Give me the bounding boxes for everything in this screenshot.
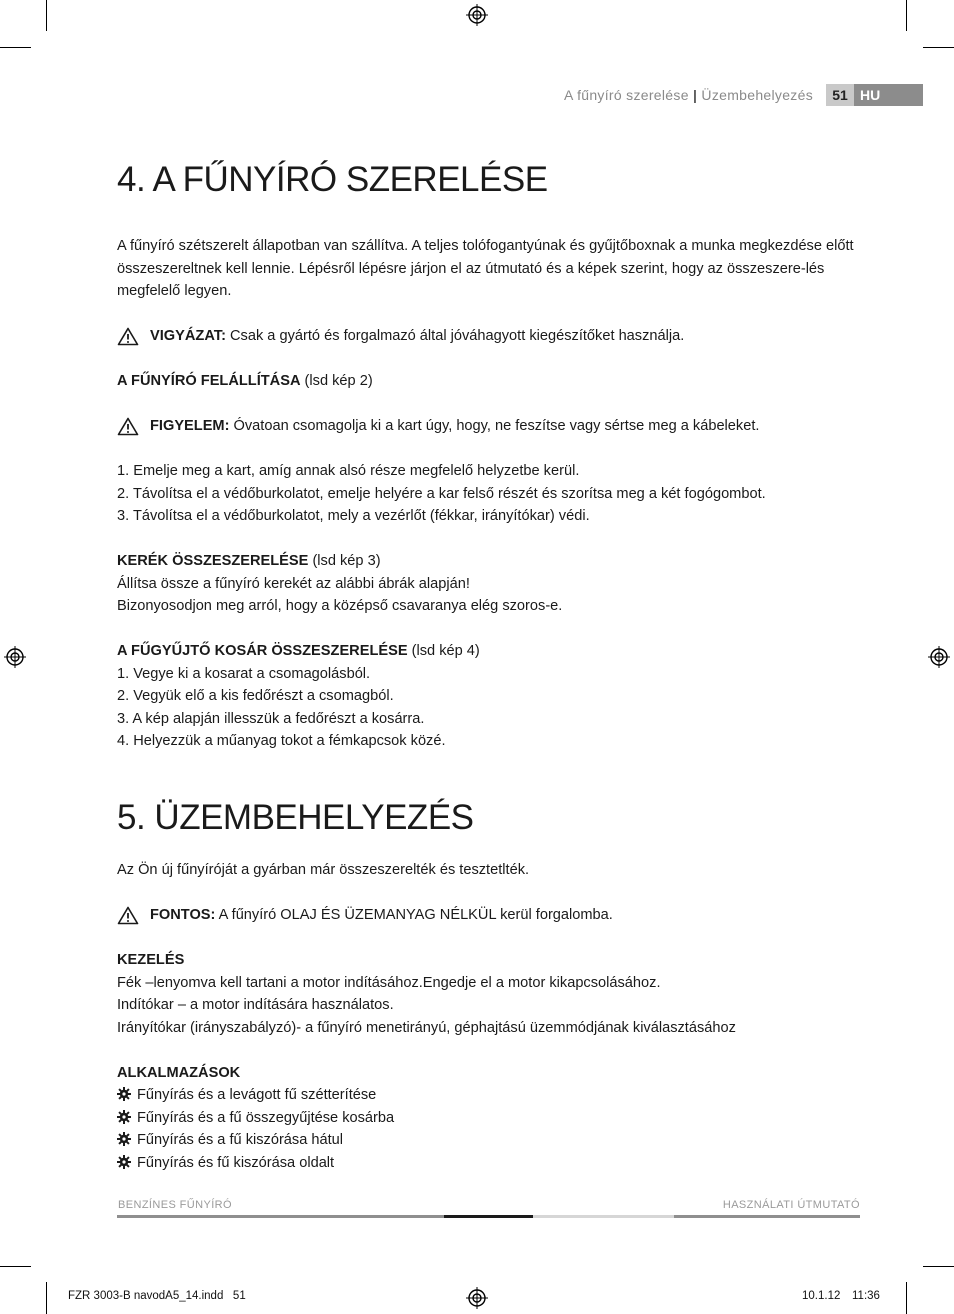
application-item	[117, 1129, 343, 1152]
wheel-heading-line	[117, 550, 381, 573]
footer-rule	[117, 1215, 444, 1218]
applications-heading: ALKALMAZÁSOK	[117, 1065, 241, 1081]
section5-title: 5. ÜZEMBEHELYEZÉS	[117, 798, 474, 837]
footer-product: BENZÍNES FŰNYÍRÓ	[118, 1199, 232, 1211]
setup-step: 1. Emelje meg a kart, amíg annak alsó része megfelelő helyzetbe kerül.	[117, 463, 580, 479]
application-item	[117, 1152, 334, 1175]
setup-heading-line	[117, 370, 373, 393]
crop-mark	[923, 47, 954, 48]
controls-heading: KEZELÉS	[117, 952, 185, 968]
footer-rule	[533, 1215, 674, 1218]
header-divider: |	[692, 87, 698, 103]
controls-line: Indítókar – a motor indítására használatos.	[117, 997, 394, 1013]
application-label: Fűnyírás és a fű összegyűjtése kosárba	[137, 1110, 395, 1126]
warning-triangle-icon	[117, 327, 139, 346]
setup-heading: A FŰNYÍRÓ FELÁLLÍTÁSA	[117, 373, 301, 389]
crop-mark	[0, 1266, 31, 1267]
attention-text: Óvatoan csomagolja ki a kart úgy, hogy, ne feszítse vagy sértse meg a kábeleket.	[229, 418, 760, 434]
section4-title: 4. A FŰNYÍRÓ SZERELÉSE	[117, 160, 548, 199]
application-item	[117, 1084, 376, 1107]
registration-mark-icon	[466, 4, 488, 26]
crop-mark	[46, 0, 47, 31]
wheel-ref: (lsd kép 3)	[308, 553, 381, 569]
basket-step: 2. Vegyük elő a kis fedőrészt a csomagból.	[117, 688, 394, 704]
wheel-line: Bizonyosodjon meg arról, hogy a középső csavaranya elég szoros-e.	[117, 598, 563, 614]
crop-mark	[906, 1282, 907, 1314]
basket-ref: (lsd kép 4)	[407, 643, 480, 659]
basket-step: 4. Helyezzük a műanyag tokot a fémkapcsok közé.	[117, 733, 446, 749]
gear-bullet-icon	[117, 1110, 131, 1124]
gear-bullet-icon	[117, 1132, 131, 1146]
basket-step: 1. Vegye ki a kosarat a csomagolásból.	[117, 666, 371, 682]
footer-rule	[444, 1215, 533, 1218]
footer-rule	[674, 1215, 860, 1218]
warning-triangle-icon	[117, 906, 139, 925]
wheel-line: Állítsa össze a fűnyíró kerekét az alábbi ábrák alapján!	[117, 576, 470, 592]
registration-mark-icon	[4, 646, 26, 668]
basket-heading-line	[117, 640, 480, 663]
wheel-heading: KERÉK ÖSSZESZERELÉSE	[117, 553, 309, 569]
basket-heading: A FŰGYŰJTŐ KOSÁR ÖSSZESZERELÉSE	[117, 643, 408, 659]
registration-mark-icon	[466, 1287, 488, 1309]
setup-step: 2. Távolítsa el a védőburkolatot, emelje helyére a kar felső részét és szorítsa meg a két fogógombot.	[117, 486, 766, 502]
important-label: FONTOS:	[150, 907, 216, 923]
application-item	[117, 1107, 394, 1130]
gear-bullet-icon	[117, 1087, 131, 1101]
print-slug-date: 10.1.12	[802, 1290, 841, 1302]
section5-intro: Az Ön új fűnyíróját a gyárban már összeszerelték és tesztetlték.	[117, 862, 530, 878]
gear-bullet-icon	[117, 1155, 131, 1169]
crop-mark	[0, 47, 31, 48]
footer-manual: HASZNÁLATI ÚTMUTATÓ	[722, 1199, 860, 1211]
caution-label: VIGYÁZAT:	[150, 328, 226, 344]
application-label: Fűnyírás és a levágott fű szétterítése	[137, 1087, 377, 1103]
caution-text: Csak a gyártó és forgalmazó által jóváhagyott kiegészítőket használja.	[225, 328, 685, 344]
registration-mark-icon	[928, 646, 950, 668]
controls-line: Fék –lenyomva kell tartani a motor indításához.Engedje el a motor kikapcsolásához.	[117, 975, 661, 991]
crop-mark	[923, 1266, 954, 1267]
language-tab: HU	[854, 84, 923, 106]
header-section-b: Üzembehelyezés	[701, 87, 813, 103]
section4-intro: A fűnyíró szétszerelt állapotban van szállítva. A teljes tolófogantyúnak és gyűjtőboxnak a munka megkezdése előtt összeszereltnek kell lennie. Lépésről lépésre járjon el az útmutató és a képek szerint, hogy az összeszere-lés megfelelő legyen.	[117, 238, 854, 300]
controls-line: Irányítókar (irányszabályzó)- a fűnyíró menetirányú, géphajtású üzemmódjának kiválasztásához	[117, 1020, 736, 1036]
important-text: A fűnyíró OLAJ ÉS ÜZEMANYAG NÉLKÜL kerül forgalomba.	[215, 907, 613, 923]
application-label: Fűnyírás és a fű kiszórása hátul	[137, 1132, 344, 1148]
warning-triangle-icon	[117, 417, 139, 436]
application-label: Fűnyírás és fű kiszórása oldalt	[137, 1155, 335, 1171]
running-header	[564, 87, 813, 103]
crop-mark	[46, 1282, 47, 1314]
print-slug-time: 11:36	[852, 1290, 880, 1302]
attention-label: FIGYELEM:	[150, 418, 230, 434]
print-slug-file: FZR 3003-B navodA5_14.indd 51	[68, 1290, 246, 1302]
setup-ref: (lsd kép 2)	[300, 373, 373, 389]
header-section-a: A fűnyíró szerelése	[564, 87, 689, 103]
setup-step: 3. Távolítsa el a védőburkolatot, mely a vezérlőt (fékkar, irányítókar) védi.	[117, 508, 590, 524]
basket-step: 3. A kép alapján illesszük a fedőrészt a kosárra.	[117, 711, 425, 727]
page-number: 51	[826, 84, 854, 106]
crop-mark	[906, 0, 907, 31]
